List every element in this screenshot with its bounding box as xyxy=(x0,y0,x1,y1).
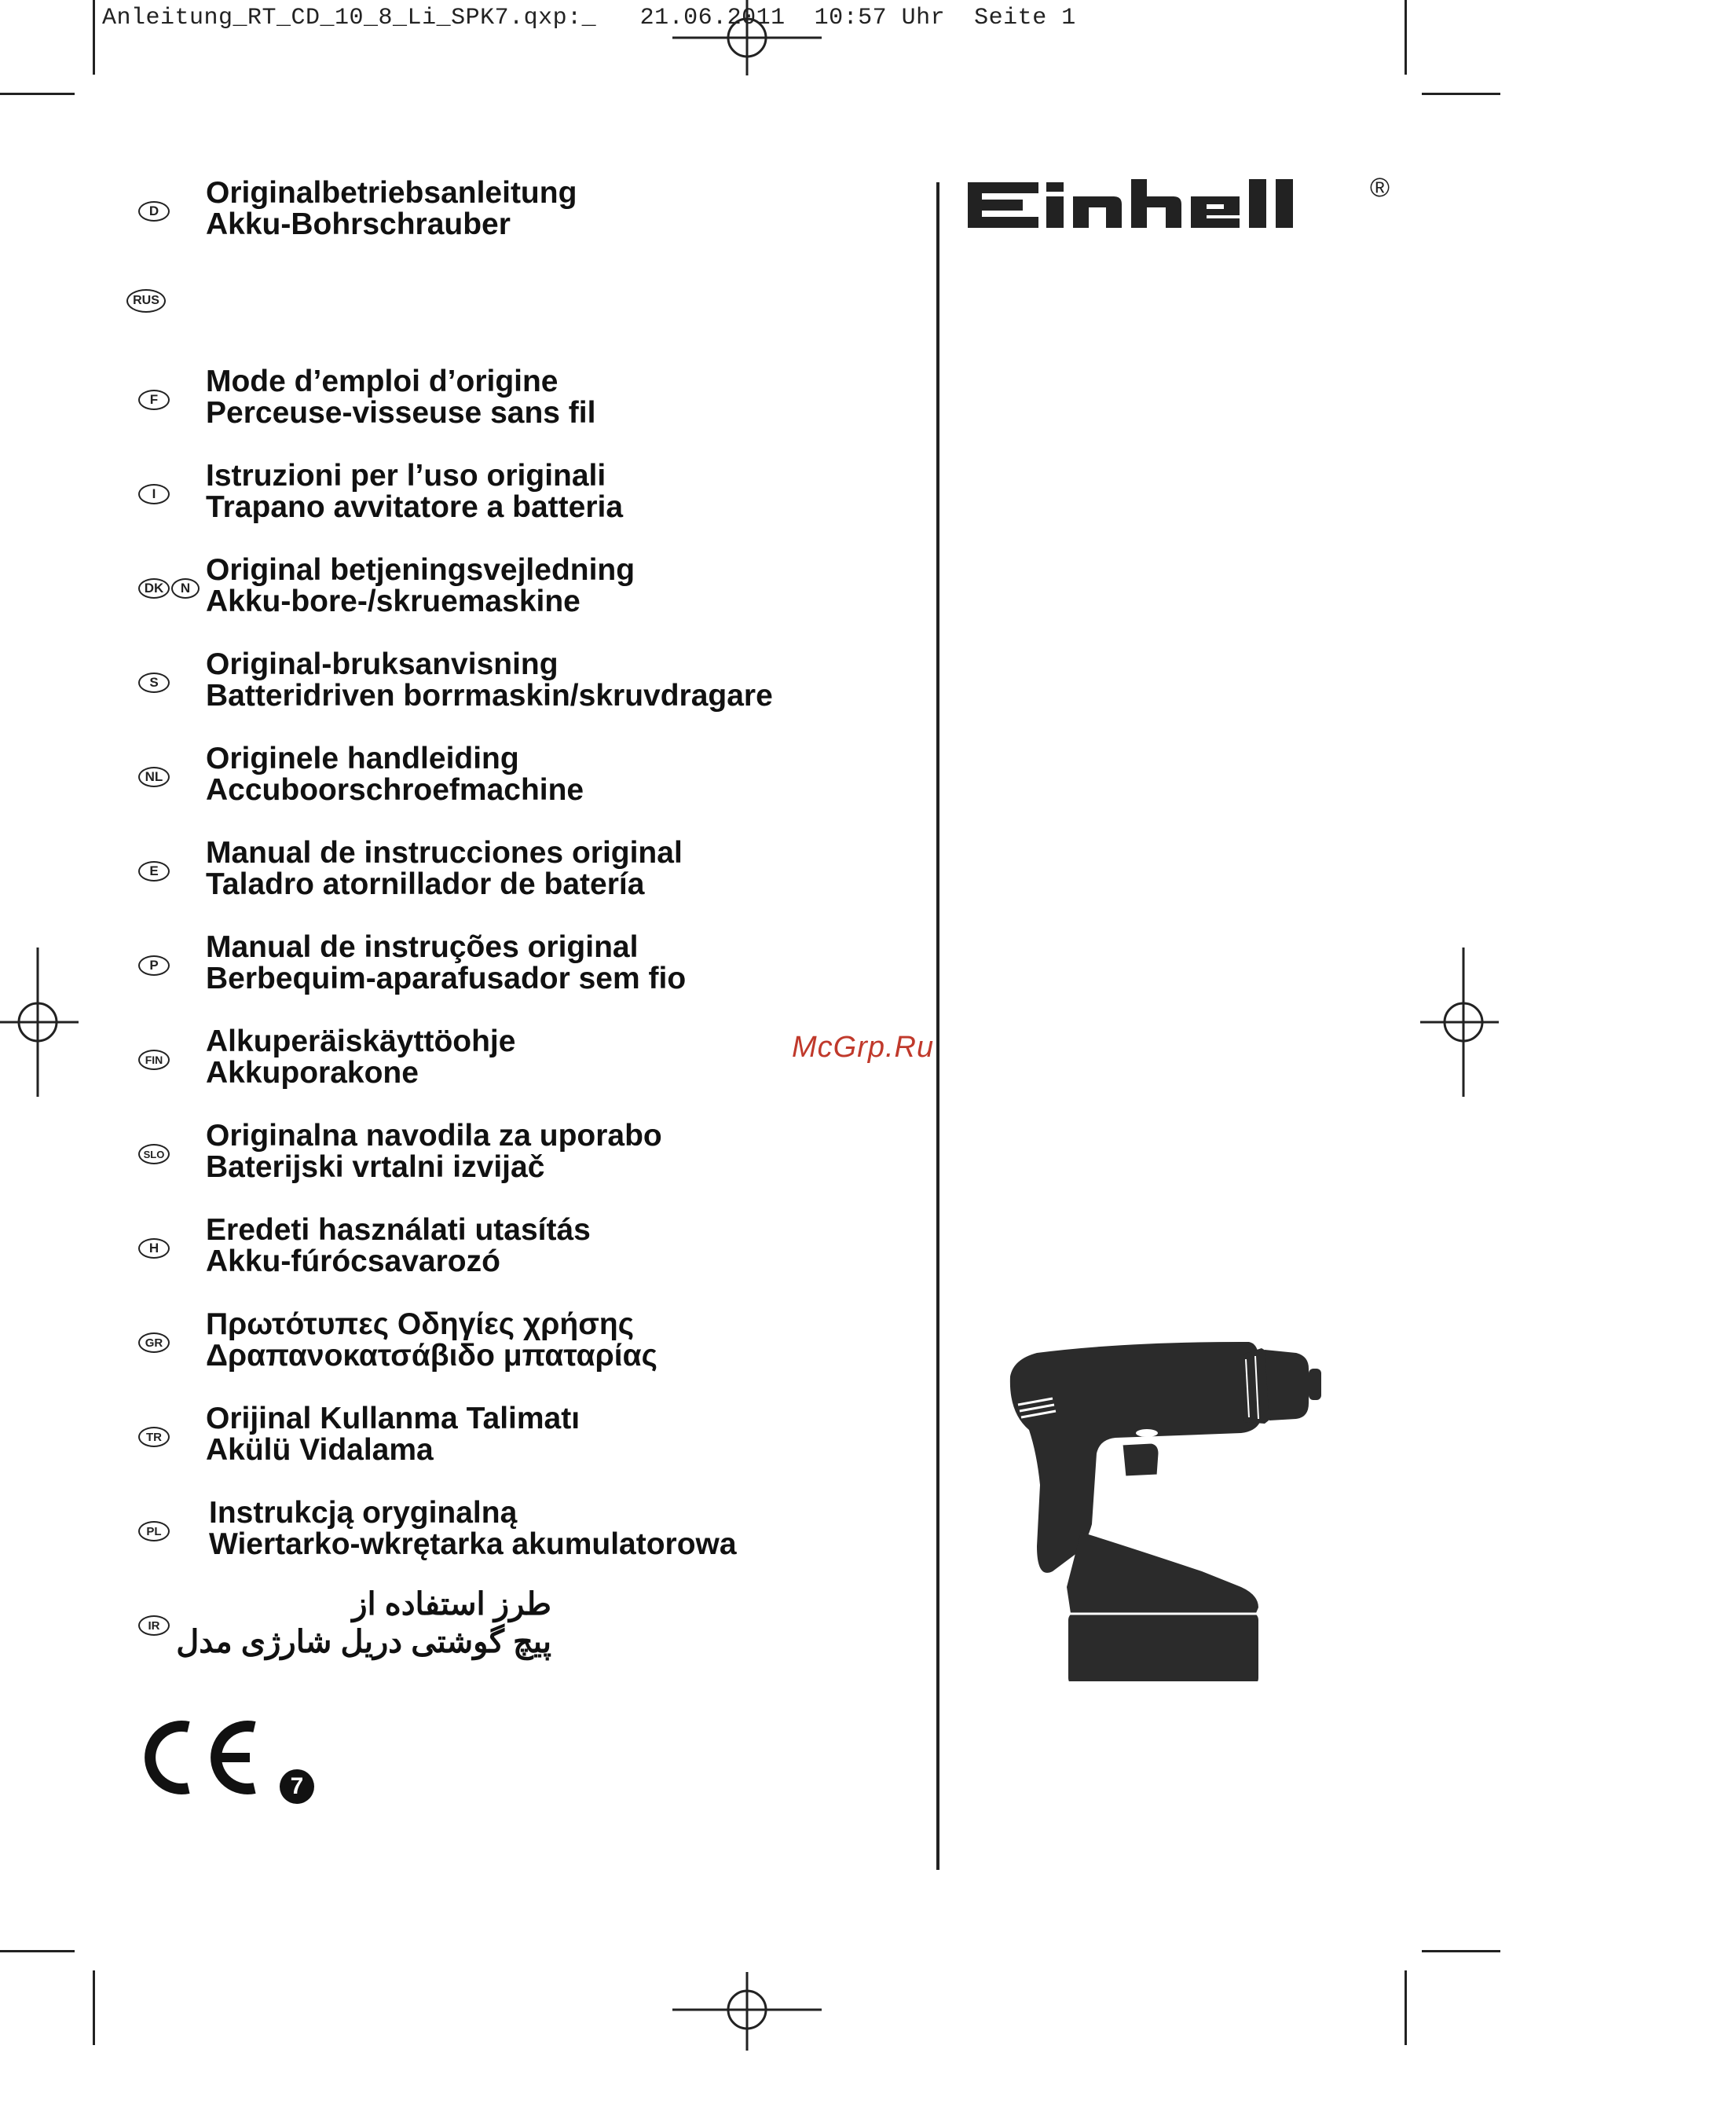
product-name: Taladro atornillador de batería xyxy=(206,867,645,901)
language-badge: IR xyxy=(138,1615,170,1636)
manual-title: Instrukcją oryginalną xyxy=(209,1496,518,1530)
product-name: Wiertarko-wkrętarka akumulatorowa xyxy=(209,1527,737,1561)
language-badge: RUS xyxy=(126,289,166,313)
language-badge: P xyxy=(138,955,170,976)
notified-body-number: 7 xyxy=(290,1773,304,1799)
manual-title: Original-bruksanvisning xyxy=(206,647,559,681)
crop-mark xyxy=(1405,1970,1407,2045)
column-divider xyxy=(936,182,939,1870)
language-badge: F xyxy=(138,390,170,410)
product-name: Accuboorschroefmachine xyxy=(206,773,584,807)
manual-title: Eredeti használati utasítás xyxy=(206,1213,591,1247)
product-name: Δραπανοκατσάβιδο μπαταρίας xyxy=(206,1339,657,1373)
ce-mark-label xyxy=(140,1714,141,1715)
manual-title: Orijinal Kullanma Talimatı xyxy=(206,1402,580,1435)
registration-mark xyxy=(672,1972,822,2051)
manual-title: Mode d’emploi d’origine xyxy=(206,365,559,398)
product-name: Akku-Bohrschrauber xyxy=(206,207,511,241)
product-name: Akkuporakone xyxy=(206,1056,419,1090)
language-badge: H xyxy=(138,1238,170,1259)
einhell-wordmark xyxy=(968,173,1368,236)
drill-icon xyxy=(1005,1336,1335,1681)
registration-mark xyxy=(0,948,79,1097)
ce-mark xyxy=(140,1714,336,1809)
manual-title: Originele handleiding xyxy=(206,742,519,775)
product-name: Trapano avvitatore a batteria xyxy=(206,490,624,524)
product-name: Akülü Vidalama xyxy=(206,1433,434,1467)
crop-mark xyxy=(93,1970,95,2045)
product-name: Akku-fúrócsavarozó xyxy=(206,1244,500,1278)
language-badge: TR xyxy=(138,1427,170,1447)
crop-mark xyxy=(1422,1950,1500,1952)
crop-mark xyxy=(0,93,75,95)
manual-title: Manual de instruções original xyxy=(206,930,639,964)
language-badge: SLO xyxy=(138,1144,170,1164)
crop-mark xyxy=(1422,93,1500,95)
ce-mark-icon xyxy=(140,1714,266,1801)
manual-title: Alkuperäiskäyttöohje xyxy=(206,1025,516,1058)
registration-mark xyxy=(672,0,822,75)
registration-mark xyxy=(1420,948,1499,1097)
language-badge: DK xyxy=(138,578,170,599)
language-badge: S xyxy=(138,673,170,693)
manual-title: Istruzioni per l’uso originali xyxy=(206,459,606,493)
product-name: Baterijski vrtalni izvijač xyxy=(206,1150,545,1184)
product-name: Berbequim-aparafusador sem fio xyxy=(206,962,687,995)
crop-mark xyxy=(1405,0,1407,75)
language-badge: N xyxy=(171,578,200,599)
language-badge: FIN xyxy=(138,1050,170,1070)
manual-title: طرز استفاده از xyxy=(352,1587,551,1622)
manual-title: Πρωτότυπες Οδηγίες χρήσης xyxy=(206,1307,635,1341)
language-badge: D xyxy=(138,201,170,222)
crop-mark xyxy=(0,1950,75,1952)
product-name: پیچ گوشتی دریل شارژی مدل xyxy=(176,1625,551,1659)
einhell-logo xyxy=(968,173,1390,240)
language-badge: E xyxy=(138,861,170,882)
notified-body-badge xyxy=(280,1769,314,1804)
language-badge: I xyxy=(138,484,170,504)
product-name: Batteridriven borrmaskin/skruvdragare xyxy=(206,679,773,713)
manual-title: Original betjeningsvejledning xyxy=(206,553,635,587)
registered-mark: ® xyxy=(1370,173,1390,203)
product-name: Perceuse-visseuse sans fil xyxy=(206,396,596,430)
language-badge: GR xyxy=(138,1332,170,1353)
manual-title: Manual de instrucciones original xyxy=(206,836,683,870)
crop-mark xyxy=(93,0,95,75)
product-name: Akku-bore-/skruemaskine xyxy=(206,585,580,618)
manual-title: Originalbetriebsanleitung xyxy=(206,176,577,210)
brand-name xyxy=(968,173,969,174)
manual-title: Originalna navodila za uporabo xyxy=(206,1119,662,1153)
language-badge: NL xyxy=(138,767,170,787)
print-header: Anleitung_RT_CD_10_8_Li_SPK7.qxp:_ 21.06.2011 10:57 Uhr Seite 1 xyxy=(102,5,1076,31)
watermark: McGrp.Ru xyxy=(792,1031,935,1064)
language-badge: PL xyxy=(138,1521,170,1541)
